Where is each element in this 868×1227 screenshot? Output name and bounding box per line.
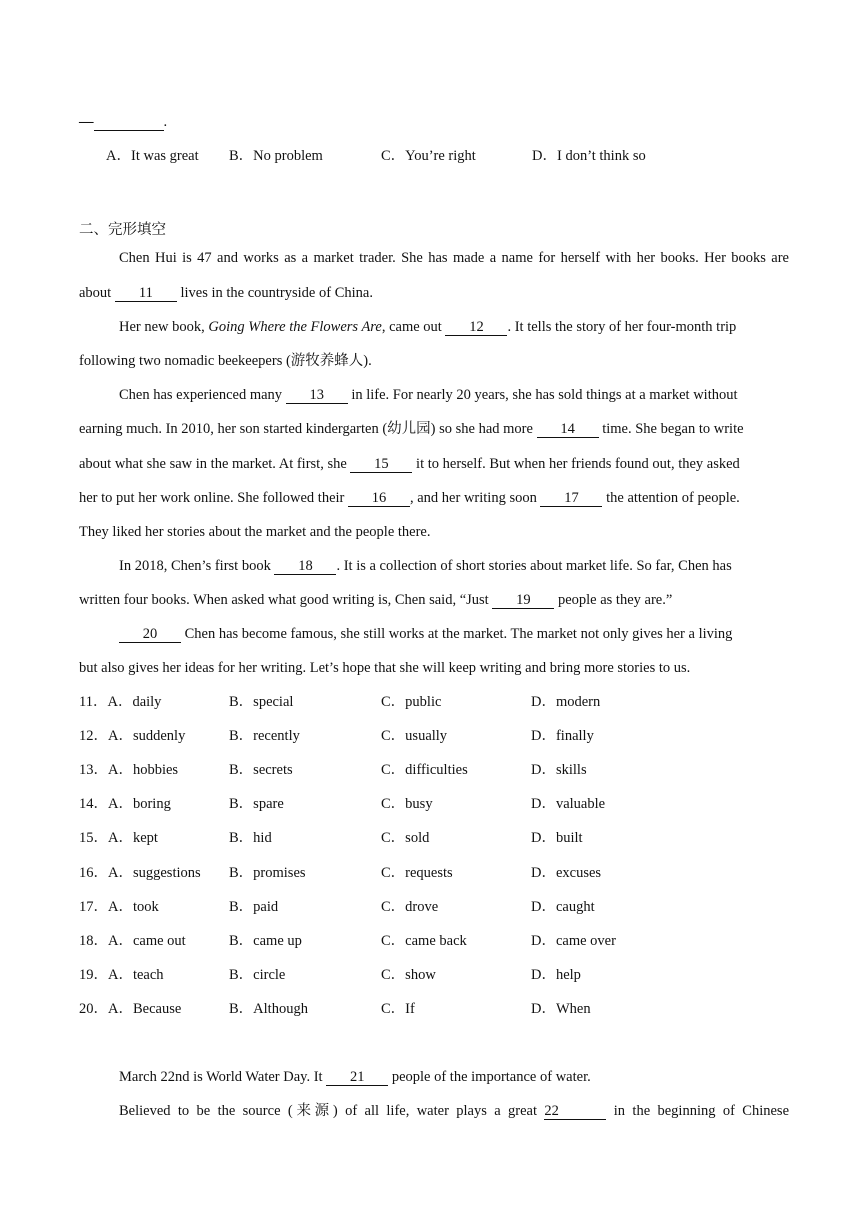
- passage-line: In 2018, Chen’s first book 18 . It is a collection of short stories about market life. So far, Chen has: [119, 558, 732, 574]
- option-a: A．hobbies: [108, 762, 179, 779]
- prev-option-a: A．It was great: [106, 148, 199, 164]
- answer-blank: [94, 116, 164, 131]
- question-row: [79, 863, 789, 883]
- passage-line: but also gives her ideas for her writing. Let’s hope that she will keep writing and bring more stories to us.: [79, 660, 691, 676]
- question-number-and-option-a: [79, 931, 186, 951]
- option-a: A．boring: [108, 796, 171, 813]
- question-row: [79, 931, 789, 951]
- option-b: B．came up: [229, 932, 302, 949]
- section-title: 二、完形填空: [79, 222, 166, 238]
- option-d: D．modern: [531, 694, 601, 710]
- question-number-and-option-a: [79, 965, 164, 985]
- option-a: A．took: [108, 898, 159, 915]
- option-d: D．caught: [531, 898, 595, 915]
- option-c: C．drove: [381, 898, 439, 915]
- option-c: C．If: [381, 1000, 415, 1017]
- option-a: A．kept: [108, 830, 158, 847]
- question-row: [79, 999, 789, 1019]
- option-d: D．came over: [531, 932, 616, 949]
- prev-option-c: C．You’re right: [381, 148, 476, 164]
- option-c: C．public: [381, 694, 442, 710]
- option-c: C．usually: [381, 728, 448, 745]
- option-d: D．When: [531, 1000, 591, 1017]
- passage-line: Chen Hui is 47 and works as a market trader. She has made a name for herself with her books. Her books are: [119, 250, 789, 266]
- option-b: B．special: [229, 694, 294, 710]
- question-row: [79, 726, 789, 746]
- question-row: [79, 828, 789, 848]
- option-c: C．show: [381, 966, 436, 983]
- question-number: 19．: [79, 966, 108, 983]
- option-a: A．daily: [107, 694, 162, 710]
- passage-line: following two nomadic beekeepers (游牧养蜂人).: [79, 353, 372, 369]
- option-d: D．excuses: [531, 864, 602, 881]
- passage-line: her to put her work online. She followed their 16 , and her writing soon 17 the attention of people.: [79, 490, 740, 506]
- blank-22: 22: [544, 1103, 606, 1120]
- question-number-and-option-a: [79, 794, 171, 814]
- option-c: C．requests: [381, 864, 453, 881]
- blank-20: 20: [119, 626, 181, 643]
- question-number: 18．: [79, 932, 108, 949]
- passage-line: 20 Chen has become famous, she still works at the market. The market not only gives her a living: [119, 624, 789, 644]
- question-number-and-option-a: [79, 760, 178, 780]
- passage-line: earning much. In 2010, her son started kindergarten (幼儿园) so she had more 14 time. She began to write: [79, 421, 744, 437]
- blank-13: 13: [286, 387, 348, 404]
- option-b: B．paid: [229, 898, 279, 915]
- blank-19: 19: [492, 592, 554, 609]
- option-d: D．help: [531, 966, 581, 983]
- option-c: C．sold: [381, 830, 430, 847]
- question-number-and-option-a: [79, 863, 201, 883]
- question-number-and-option-a: [79, 999, 181, 1019]
- blank-17: 17: [540, 490, 602, 507]
- passage-line: Her new book, Going Where the Flowers Are, came out 12 . It tells the story of her four-month trip: [119, 319, 737, 335]
- option-a: A．came out: [108, 932, 186, 949]
- question-number-and-option-a: [79, 692, 161, 712]
- option-b: B．spare: [229, 796, 284, 813]
- question-number: 12．: [79, 728, 108, 745]
- blank-12: 12: [445, 319, 507, 336]
- option-d: D．skills: [531, 762, 587, 779]
- blank-16: 16: [348, 490, 410, 507]
- prev-option-b: B．No problem: [229, 148, 323, 164]
- question-number-and-option-a: [79, 897, 159, 917]
- dash-mark: —: [79, 114, 94, 130]
- option-d: D．built: [531, 830, 583, 847]
- question-number: 20．: [79, 1000, 108, 1017]
- option-d: D．finally: [531, 728, 594, 745]
- option-a: A．suggestions: [108, 864, 201, 881]
- option-b: B．recently: [229, 728, 300, 745]
- option-c: C．busy: [381, 796, 433, 813]
- blank-18: 18: [274, 558, 336, 575]
- question-number: 14．: [79, 796, 108, 813]
- option-a: A．suddenly: [108, 728, 186, 745]
- passage-line: They liked her stories about the market and the people there.: [79, 524, 431, 540]
- prev-question-stem: [79, 114, 167, 134]
- option-c: C．came back: [381, 932, 467, 949]
- question-number: 15．: [79, 830, 108, 847]
- option-b: B．promises: [229, 864, 306, 881]
- blank-15: 15: [350, 456, 412, 473]
- question-number: 17．: [79, 898, 108, 915]
- question-number-and-option-a: [79, 828, 158, 848]
- passage2-line: Believed to be the source (来源) of all life, water plays a great 22 in the beginning of Chinese: [119, 1103, 790, 1119]
- option-b: B．hid: [229, 830, 272, 847]
- option-b: B．Although: [229, 1000, 308, 1017]
- question-number: 13．: [79, 762, 108, 779]
- question-row: [79, 897, 789, 917]
- question-number: 16．: [79, 864, 108, 881]
- prev-option-d: D．I don’t think so: [532, 148, 646, 164]
- question-number-and-option-a: [79, 726, 185, 746]
- stem-period: .: [163, 114, 168, 130]
- option-d: D．valuable: [531, 796, 606, 813]
- passage-line: about what she saw in the market. At first, she 15 it to herself. But when her friends found out, they asked: [79, 456, 740, 472]
- passage2-line: March 22nd is World Water Day. It 21 people of the importance of water.: [119, 1069, 591, 1085]
- passage-line: Chen has experienced many 13 in life. For nearly 20 years, she has sold things at a market without: [119, 387, 738, 403]
- option-a: A．teach: [108, 966, 164, 983]
- option-c: C．difficulties: [381, 762, 468, 779]
- question-row: [79, 794, 789, 814]
- option-a: A．Because: [108, 1000, 182, 1017]
- passage-line: written four books. When asked what good writing is, Chen said, “Just 19 people as they are.”: [79, 592, 673, 608]
- question-row: [79, 965, 789, 985]
- blank-14: 14: [537, 421, 599, 438]
- question-row: [79, 692, 789, 712]
- passage-line: about 11 lives in the countryside of China.: [79, 285, 373, 301]
- blank-21: 21: [326, 1069, 388, 1086]
- question-number: 11．: [79, 694, 108, 710]
- question-row: [79, 760, 789, 780]
- option-b: B．secrets: [229, 762, 293, 779]
- book-title: Going Where the Flowers Are: [208, 319, 382, 335]
- option-b: B．circle: [229, 966, 286, 983]
- blank-11: 11: [115, 285, 177, 302]
